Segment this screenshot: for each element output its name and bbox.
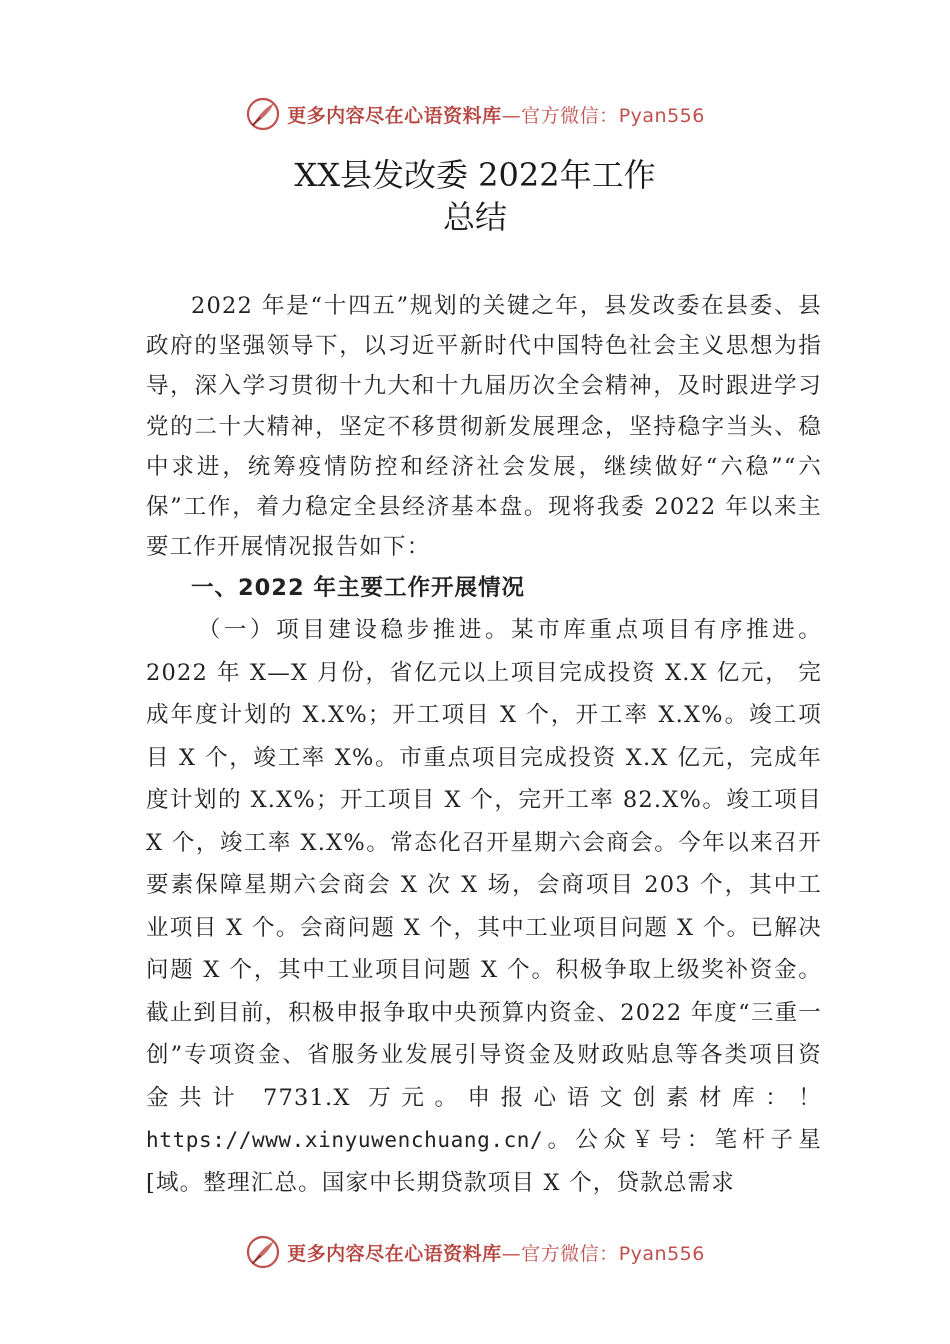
watermark-dash: — — [501, 1242, 522, 1265]
watermark-banner-top — [0, 94, 950, 134]
watermark-wechat-id: Pyan556 — [618, 1242, 705, 1265]
watermark-library-text: 更多内容尽在心语资料库 — [287, 1242, 502, 1265]
watermark-wechat-label: 官方微信： — [521, 1242, 619, 1265]
feather-pen-logo-icon — [245, 96, 281, 132]
subsection-paragraph-1 — [146, 609, 822, 1204]
watermark-library-text: 更多内容尽在心语资料库 — [287, 104, 502, 127]
document-title-line1: XX县发改委 2022年工作 — [294, 156, 656, 194]
intro-paragraph: 2022 年是“十四五”规划的关键之年，县发改委在县委、县政府的坚强领导下，以习近平新时代中国特色社会主义思想为指导，深入学习贯彻十九大和十九届历次全会精神，及时跟进学习党的二十大精神，坚定不移贯彻新发展理念，坚持稳字当头、稳中求进，统筹疫情防控和经济社会发展，继续做好“六稳”“六保”工作，着力稳定全县经济基本盘。现将我委 2022 年以来主要工作开展情况报告如下： — [146, 293, 822, 561]
watermark-text — [287, 101, 705, 128]
feather-pen-logo-icon — [245, 1234, 281, 1270]
url-link: https://www.xinyuwenchuang.cn/ — [146, 1128, 544, 1153]
section-heading-1: 一、2022 年主要工作开展情况 — [191, 575, 525, 602]
watermark-text — [287, 1239, 705, 1266]
watermark-wechat-id: Pyan556 — [618, 104, 705, 127]
watermark-wechat-label: 官方微信： — [521, 104, 619, 127]
watermark-banner-bottom — [0, 1232, 950, 1272]
document-title-line2: 总结 — [442, 198, 507, 236]
subsection-text: （一）项目建设稳步推进。某市库重点项目有序推进。2022 年 X—X 月份，省亿元以上项目完成投资 X.X 亿元， 完成年度计划的 X.X%；开工项目 X 个，开工率 X.X%。竣工项目 X 个，竣工率 X%。市重点项目完成投资 X.X 亿元，完成年度计划的 X.X%；开工项目 X 个，完开工率 82.X%。竣工项目 X 个，竣工率 X.X%。常态化召开星期六会商会。今年以来召开要素保障星期六会商会 X 次 X 场，会商项目 203 个，其中工业项目 X 个。会商问题 X 个，其中工业项目问题 X 个。已解决问题 X 个，其中工业项目问题 X 个。积极争取上级奖补资金。截止到目前，积极申报争取中央预算内资金、2022 年度“三重一创”专项资金、省服务业发展引导资金及财政贴息等各类项目资金共计 7731.X 万元。申报心语文创素材库：！ — [146, 617, 822, 1111]
watermark-dash: — — [501, 104, 522, 127]
document-body — [146, 286, 822, 1204]
after-url-text: 。公众￥号：笔杆子星[域。整理汇总。国家中长期贷款项目 X 个，贷款总需求 — [146, 1127, 822, 1196]
